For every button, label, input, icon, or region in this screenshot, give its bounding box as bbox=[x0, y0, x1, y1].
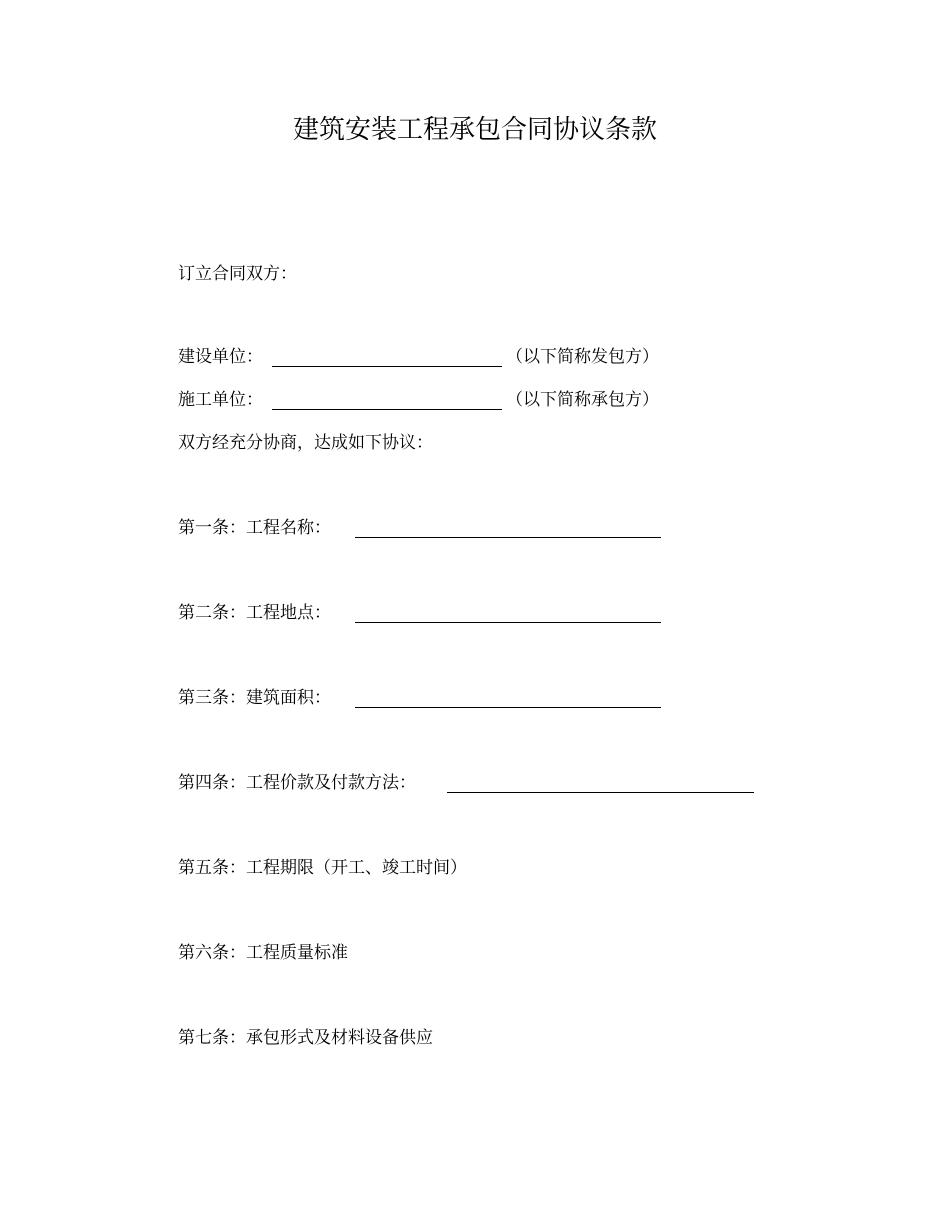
contractor-note: （以下简称承包方） bbox=[506, 390, 659, 410]
article-6: 第六条：工程质量标准 bbox=[178, 943, 348, 963]
project-name-blank-field[interactable] bbox=[355, 537, 661, 538]
article-4: 第四条：工程价款及付款方法： bbox=[178, 773, 416, 793]
article-7: 第七条：承包形式及材料设备供应 bbox=[178, 1028, 433, 1048]
payment-method-blank-field[interactable] bbox=[447, 792, 754, 793]
project-location-blank-field[interactable] bbox=[355, 622, 661, 623]
contractor-label: 施工单位： bbox=[178, 390, 263, 410]
document-title: 建筑安装工程承包合同协议条款 bbox=[292, 115, 657, 145]
employer-note: （以下简称发包方） bbox=[506, 347, 659, 367]
article-2: 第二条：工程地点： bbox=[178, 603, 331, 623]
building-area-blank-field[interactable] bbox=[355, 707, 661, 708]
employer-blank-field[interactable] bbox=[272, 366, 502, 367]
parties-intro: 订立合同双方： bbox=[178, 264, 297, 284]
article-1: 第一条：工程名称： bbox=[178, 518, 331, 538]
article-3: 第三条：建筑面积： bbox=[178, 688, 331, 708]
contractor-blank-field[interactable] bbox=[272, 409, 502, 410]
employer-label: 建设单位： bbox=[178, 347, 263, 367]
article-5: 第五条：工程期限（开工、竣工时间） bbox=[178, 858, 467, 878]
agreement-intro: 双方经充分协商，达成如下协议： bbox=[178, 433, 433, 453]
